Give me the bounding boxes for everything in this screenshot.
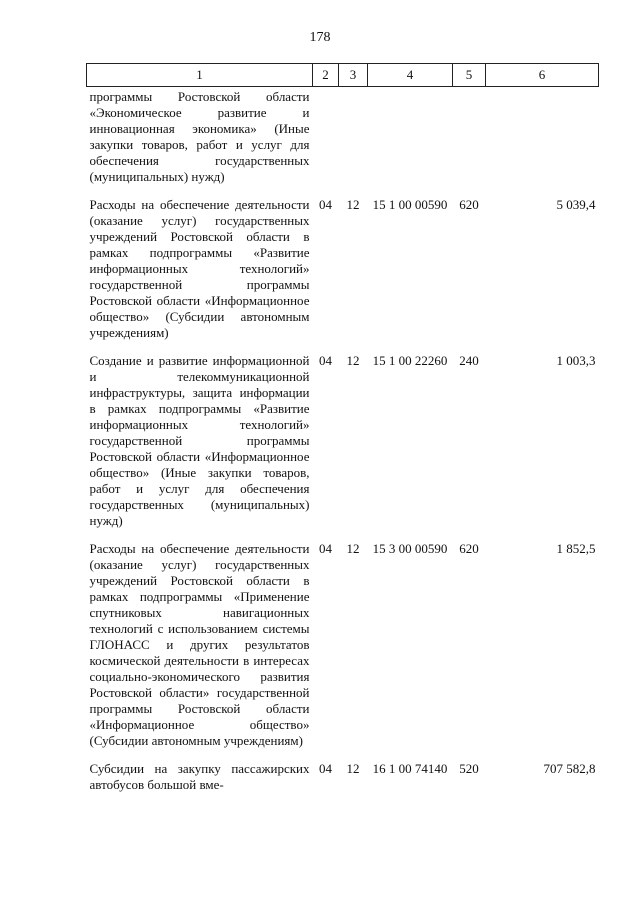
row-expense-type [453, 87, 486, 186]
header-col-2: 2 [313, 64, 339, 87]
header-col-3: 3 [339, 64, 368, 87]
row-amount: 1 852,5 [556, 541, 596, 556]
row-section: 04 [319, 761, 332, 776]
header-col-1: 1 [87, 64, 313, 87]
row-target: 15 1 00 22260 [372, 353, 448, 368]
row-description: Создание и развитие информационной и телекоммуникационной инфраструктуры, защита информации в рамках подпрограммы «Развитие информационных технологий» государственной программы Ростовской области «Информационное общество» (Иные закупки товаров, работ и услуг для обеспечения государственных (муниципальных) нужд) [89, 353, 310, 528]
row-expense-type: 620 [459, 541, 479, 556]
row-section: 04 [319, 541, 332, 556]
row-amount: 1 003,3 [556, 353, 596, 368]
header-col-4: 4 [368, 64, 453, 87]
row-description: Субсидии на закупку пассажирских автобусов большой вме- [89, 761, 310, 792]
table-row [87, 541, 599, 749]
row-section: 04 [319, 197, 332, 212]
table-row [87, 87, 599, 186]
row-amount: 5 039,4 [556, 197, 596, 212]
row-subsection: 12 [346, 761, 360, 776]
table-row [87, 197, 599, 341]
row-subsection: 12 [346, 353, 360, 368]
row-expense-type: 620 [459, 197, 479, 212]
row-section [313, 87, 339, 186]
row-description: Расходы на обеспечение деятельности (оказание услуг) государственных учреждений Ростовской области в рамках подпрограммы «Применение спутниковых навигационных технологий с использованием системы ГЛОНАСС и других результатов космической деятельности в интересах социально-экономического развития Ростовской области» государственной программы Ростовской области «Информационное общество» (Субсидии автономным учреждениям) [89, 541, 310, 748]
row-description: Расходы на обеспечение деятельности (оказание услуг) государственных учреждений Ростовской области в рамках подпрограммы «Развитие информационных технологий» государственной программы Ростовской области «Информационное общество» (Субсидии автономным учреждениям) [89, 197, 310, 340]
header-col-6: 6 [486, 64, 599, 87]
row-expense-type: 240 [459, 353, 479, 368]
table-header-row [87, 64, 599, 87]
page-number: 178 [309, 30, 331, 45]
row-amount [486, 87, 599, 186]
table-row [87, 353, 599, 529]
row-target: 15 1 00 00590 [372, 197, 448, 212]
row-subsection: 12 [346, 197, 360, 212]
header-col-5: 5 [453, 64, 486, 87]
table-row [87, 761, 599, 793]
budget-table [86, 63, 599, 793]
row-target: 15 3 00 00590 [372, 541, 448, 556]
row-target: 16 1 00 74140 [372, 761, 448, 776]
row-description: программы Ростовской области «Экономическое развитие и инновационная экономика» (Иные закупки товаров, работ и услуг для обеспечения государственных (муниципальных) нужд) [89, 89, 310, 184]
row-subsection [339, 87, 368, 186]
row-subsection: 12 [346, 541, 360, 556]
row-target [368, 87, 453, 186]
row-amount: 707 582,8 [543, 761, 596, 776]
row-expense-type: 520 [459, 761, 479, 776]
row-section: 04 [319, 353, 332, 368]
